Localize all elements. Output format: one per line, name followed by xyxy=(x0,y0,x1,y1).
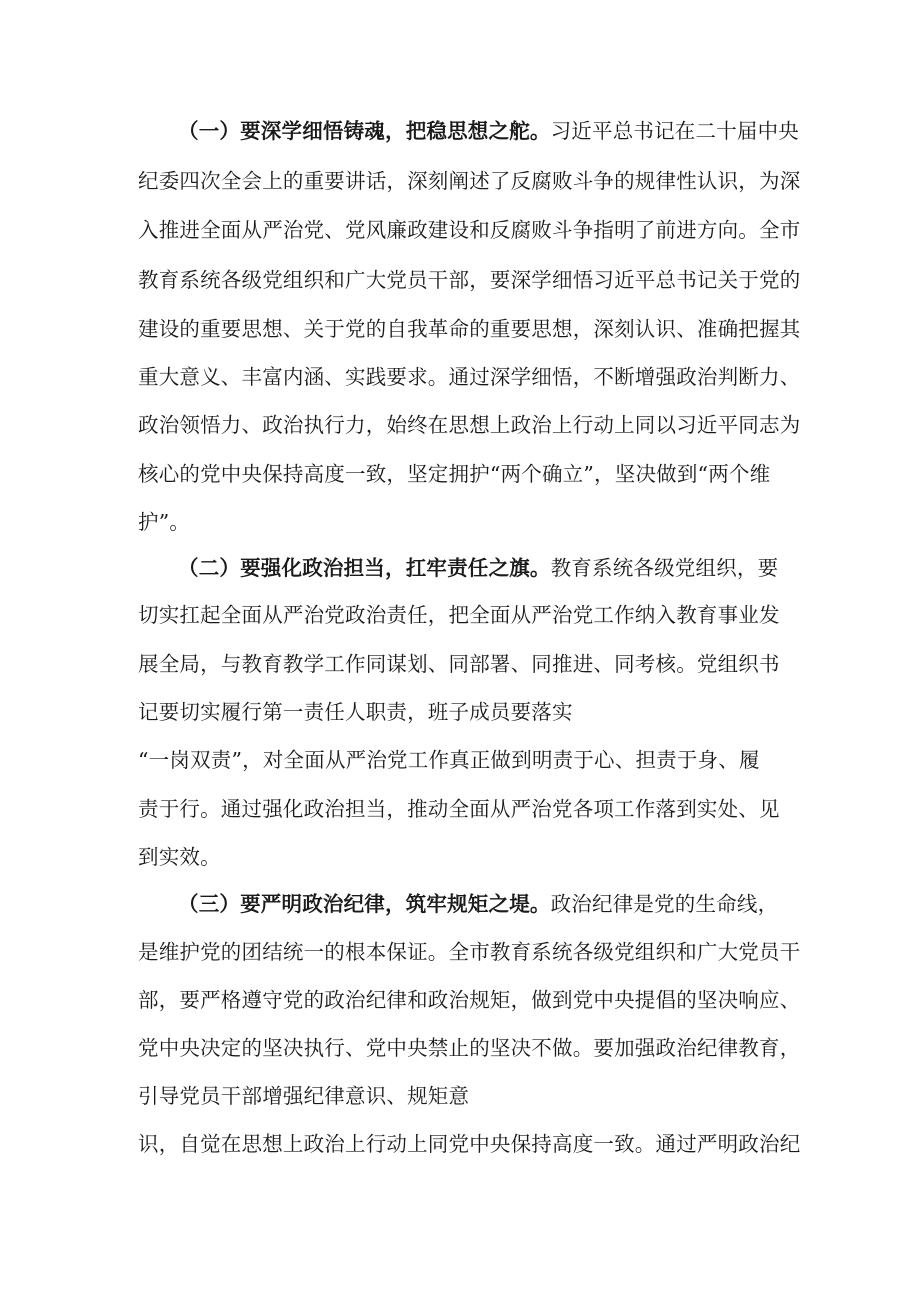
paragraph-2-line-2: 切实扛起全面从严治党政治责任，把全面从严治党工作纳入教育事业发 xyxy=(138,603,780,627)
paragraph-1-line-4: 教育系统各级党组织和广大党员干部，要深学细悟习近平总书记关于党的 xyxy=(138,268,801,292)
paragraph-1-line-5: 建设的重要思想、关于党的自我革命的重要思想，深刻认识、准确把握其 xyxy=(138,317,801,341)
paragraph-2-text: 教育系统各级党组织，要 xyxy=(550,556,779,580)
paragraph-1-line-7: 政治领悟力、政治执行力，始终在思想上政治上行动上同以习近平同志为 xyxy=(138,413,801,437)
paragraph-2-line-5: “一岗双责”，对全面从严治党工作真正做到明责于心、担责于身、履 xyxy=(138,748,760,772)
paragraph-1-heading: （一）要深学细悟铸魂，把稳思想之舵。 xyxy=(178,119,551,143)
paragraph-3-line-5: 引导党员干部增强纪律意识、规矩意 xyxy=(138,1084,470,1108)
paragraph-3-line-4: 党中央决定的坚决执行、党中央禁止的坚决不做。要加强政治纪律教育， xyxy=(138,1036,801,1060)
paragraph-1-line-9: 护”。 xyxy=(138,510,191,534)
paragraph-1-text: 习近平总书记在二十届中央 xyxy=(550,119,800,143)
paragraph-3-line-3: 部，要严格遵守党的政治纪律和政治规矩，做到党中央提倡的坚决响应、 xyxy=(138,988,801,1012)
paragraph-1-line-8: 核心的党中央保持高度一致，坚定拥护“两个确立”，坚决做到“两个维 xyxy=(138,462,771,486)
paragraph-2-heading: （二）要强化政治担当，扛牢责任之旗。 xyxy=(178,556,551,580)
paragraph-1-line-1 xyxy=(178,117,799,145)
paragraph-3-text: 政治纪律是党的生命线， xyxy=(550,892,779,916)
paragraph-1-line-3: 入推进全面从严治党、党风廉政建设和反腐败斗争指明了前进方向。全市 xyxy=(138,218,801,242)
paragraph-2-line-1 xyxy=(178,554,778,582)
paragraph-3-line-6: 识，自觉在思想上政治上行动上同党中央保持高度一致。通过严明政治纪 xyxy=(138,1132,801,1156)
paragraph-2-line-4: 记要切实履行第一责任人职责，班子成员要落实 xyxy=(138,700,573,724)
paragraph-2-line-7: 到实效。 xyxy=(138,845,221,869)
paragraph-1-line-2: 纪委四次全会上的重要讲话，深刻阐述了反腐败斗争的规律性认识，为深 xyxy=(138,169,801,193)
paragraph-3-line-1 xyxy=(178,890,778,918)
paragraph-3-line-2: 是维护党的团结统一的根本保证。全市教育系统各级党组织和广大党员干 xyxy=(138,940,801,964)
paragraph-2-line-3: 展全局，与教育教学工作同谋划、同部署、同推进、同考核。党组织书 xyxy=(138,652,780,676)
paragraph-2-line-6: 责于行。通过强化政治担当，推动全面从严治党各项工作落到实处、见 xyxy=(138,797,780,821)
paragraph-1-line-6: 重大意义、丰富内涵、实践要求。通过深学细悟，不断增强政治判断力、 xyxy=(138,365,801,389)
paragraph-3-heading: （三）要严明政治纪律，筑牢规矩之堤。 xyxy=(178,892,551,916)
